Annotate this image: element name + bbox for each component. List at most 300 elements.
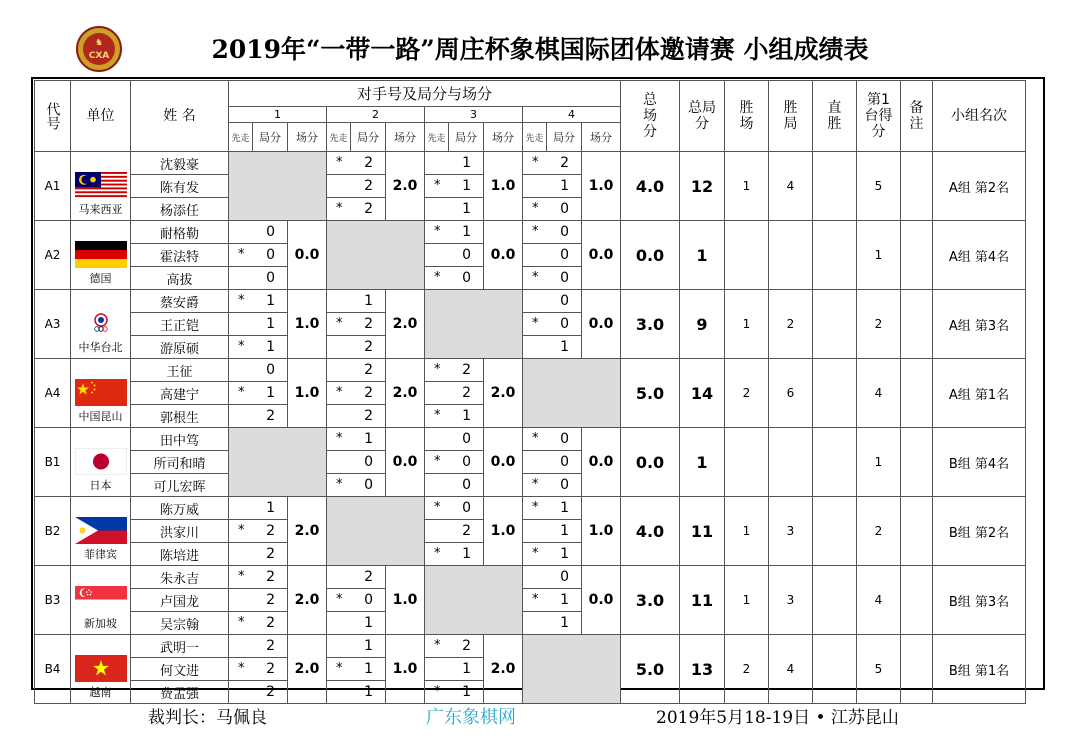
group-rank: A组 第1名 — [933, 359, 1026, 428]
player-name: 陈有发 — [131, 175, 229, 198]
match-score: 2.0 — [484, 635, 523, 704]
match-score: 0.0 — [582, 566, 621, 635]
direct-wins — [813, 152, 857, 221]
player-name: 朱永吉 — [131, 566, 229, 589]
game-score: 2 — [266, 638, 275, 654]
game-score: 0 — [560, 247, 569, 263]
note — [901, 566, 933, 635]
match-score: 2.0 — [288, 497, 327, 566]
match-score: 1.0 — [386, 566, 425, 635]
game-score-cell — [425, 405, 484, 428]
game-score: 1 — [364, 431, 373, 447]
game-score-cell — [229, 336, 288, 359]
match-score: 1.0 — [484, 497, 523, 566]
board1-score: 5 — [857, 635, 901, 704]
game-score: 2 — [266, 684, 275, 700]
game-score-cell — [327, 635, 386, 658]
game-score: 2 — [266, 408, 275, 424]
game-score: 0 — [560, 224, 569, 240]
game-score-cell — [229, 221, 288, 244]
game-score: 0 — [364, 454, 373, 470]
table-row — [35, 428, 1026, 451]
game-score: 1 — [560, 500, 569, 516]
total-game-score: 12 — [680, 152, 725, 221]
first-move-mark: * — [336, 431, 343, 446]
philippines-flag-icon — [75, 517, 127, 544]
first-move-mark: * — [434, 408, 441, 423]
first-move-mark: * — [238, 339, 245, 354]
match-score-header: 场分 — [484, 123, 523, 152]
game-score: 2 — [364, 385, 373, 401]
china-flag-icon — [75, 379, 127, 406]
group-rank: B组 第4名 — [933, 428, 1026, 497]
player-name: 陈万威 — [131, 497, 229, 520]
team-country: 中国昆山 — [78, 410, 123, 423]
first-move-mark: * — [434, 638, 441, 653]
game-score-cell — [327, 382, 386, 405]
empty-round-cell — [523, 635, 621, 704]
total-match-score: 3.0 — [621, 566, 680, 635]
game-score: 1 — [266, 500, 275, 516]
results-table — [34, 80, 1026, 704]
total-match-score: 5.0 — [621, 635, 680, 704]
first-move-mark: * — [238, 615, 245, 630]
game-score: 0 — [560, 569, 569, 585]
first-move-mark: * — [434, 454, 441, 469]
germany-flag-icon — [75, 241, 127, 268]
game-score-cell — [229, 658, 288, 681]
game-score-cell — [229, 520, 288, 543]
game-score: 2 — [364, 339, 373, 355]
win-games: 2 — [769, 290, 813, 359]
team-country: 中华台北 — [78, 341, 123, 354]
first-move-mark: * — [336, 661, 343, 676]
game-score-cell — [523, 313, 582, 336]
team-unit — [71, 359, 131, 428]
match-score: 0.0 — [288, 221, 327, 290]
match-score: 1.0 — [484, 152, 523, 221]
game-score: 1 — [364, 684, 373, 700]
game-score: 1 — [364, 661, 373, 677]
team-code: A2 — [35, 221, 71, 290]
note — [901, 635, 933, 704]
first-move-mark: * — [532, 546, 539, 561]
game-score-cell — [425, 428, 484, 451]
total-match-score: 0.0 — [621, 428, 680, 497]
game-score: 2 — [364, 201, 373, 217]
singapore-flag-icon — [75, 586, 127, 613]
game-score-cell — [425, 474, 484, 497]
first-move-mark: * — [434, 362, 441, 377]
game-score: 1 — [364, 293, 373, 309]
team-code: B2 — [35, 497, 71, 566]
referee-text: 裁判长：马佩良 — [148, 708, 267, 728]
game-score: 2 — [560, 155, 569, 171]
player-name: 洪家川 — [131, 520, 229, 543]
game-score-cell — [229, 497, 288, 520]
board1-score: 4 — [857, 359, 901, 428]
first-move-mark: * — [238, 569, 245, 584]
match-score: 0.0 — [386, 428, 425, 497]
game-score: 1 — [560, 592, 569, 608]
player-name: 沈毅豪 — [131, 152, 229, 175]
total-game-score: 1 — [680, 428, 725, 497]
first-move-mark: * — [532, 477, 539, 492]
game-score: 1 — [560, 523, 569, 539]
malaysia-flag-icon — [75, 172, 127, 199]
wins: 1 — [725, 152, 769, 221]
game-score: 0 — [364, 477, 373, 493]
game-score-cell — [229, 405, 288, 428]
header-unit: 单位 — [71, 81, 131, 152]
first-move-mark: * — [434, 270, 441, 285]
first-move-mark: * — [532, 201, 539, 216]
win-games: 6 — [769, 359, 813, 428]
total-game-score: 11 — [680, 497, 725, 566]
game-score: 2 — [364, 178, 373, 194]
match-score: 2.0 — [288, 566, 327, 635]
first-move-mark: * — [238, 385, 245, 400]
game-score: 1 — [462, 408, 471, 424]
player-name: 陈培进 — [131, 543, 229, 566]
cxa-logo-icon: ♞ CXA — [76, 26, 122, 72]
board1-score: 2 — [857, 290, 901, 359]
table-row — [35, 290, 1026, 313]
direct-wins — [813, 635, 857, 704]
game-score: 0 — [266, 362, 275, 378]
game-score-cell — [327, 405, 386, 428]
header-name: 姓 名 — [131, 81, 229, 152]
game-score: 0 — [266, 247, 275, 263]
player-name: 吴宗翰 — [131, 612, 229, 635]
game-score: 1 — [462, 155, 471, 171]
first-move-mark: * — [336, 316, 343, 331]
game-score-cell — [523, 520, 582, 543]
team-code: A3 — [35, 290, 71, 359]
game-score: 2 — [462, 385, 471, 401]
game-score: 0 — [560, 477, 569, 493]
note — [901, 428, 933, 497]
first-move-mark: * — [336, 477, 343, 492]
game-score-cell — [425, 382, 484, 405]
game-score: 0 — [462, 454, 471, 470]
win-games: 4 — [769, 152, 813, 221]
round-number: 1 — [229, 107, 327, 123]
note — [901, 152, 933, 221]
player-name: 所司和晴 — [131, 451, 229, 474]
first-move-mark: * — [532, 592, 539, 607]
header-rank: 小组名次 — [933, 81, 1026, 152]
direct-wins — [813, 428, 857, 497]
board1-score: 2 — [857, 497, 901, 566]
game-score-cell — [523, 428, 582, 451]
total-match-score: 4.0 — [621, 497, 680, 566]
game-score-cell — [327, 336, 386, 359]
game-score-cell — [327, 658, 386, 681]
player-name: 蔡安爵 — [131, 290, 229, 313]
game-score-cell — [425, 267, 484, 290]
table-row — [35, 359, 1026, 382]
note — [901, 359, 933, 428]
first-move-mark: * — [336, 155, 343, 170]
match-score: 0.0 — [582, 428, 621, 497]
team-unit — [71, 152, 131, 221]
game-score: 2 — [266, 546, 275, 562]
first-move-mark: * — [238, 247, 245, 262]
player-name: 游原硕 — [131, 336, 229, 359]
game-score: 2 — [364, 362, 373, 378]
game-score: 1 — [266, 385, 275, 401]
team-unit — [71, 290, 131, 359]
total-game-score: 14 — [680, 359, 725, 428]
empty-round-cell — [229, 152, 327, 221]
match-score: 1.0 — [386, 635, 425, 704]
team-code: A1 — [35, 152, 71, 221]
header-opponents: 对手号及局分与场分 — [229, 81, 621, 107]
game-score-cell — [327, 474, 386, 497]
game-score-cell — [229, 313, 288, 336]
game-score-cell — [523, 474, 582, 497]
game-score-cell — [523, 267, 582, 290]
note — [901, 290, 933, 359]
win-games: 4 — [769, 635, 813, 704]
total-game-score: 11 — [680, 566, 725, 635]
game-score-cell — [523, 152, 582, 175]
empty-round-cell — [523, 359, 621, 428]
game-score-cell — [327, 566, 386, 589]
group-rank: B组 第3名 — [933, 566, 1026, 635]
empty-round-cell — [425, 566, 523, 635]
group-rank: A组 第2名 — [933, 152, 1026, 221]
game-score: 1 — [462, 684, 471, 700]
game-score-cell — [523, 244, 582, 267]
team-country: 越南 — [89, 686, 112, 699]
direct-wins — [813, 221, 857, 290]
game-score: 2 — [364, 569, 373, 585]
game-score-cell — [327, 451, 386, 474]
group-rank: A组 第3名 — [933, 290, 1026, 359]
game-score-cell — [425, 175, 484, 198]
game-score-cell — [327, 152, 386, 175]
player-name: 卢国龙 — [131, 589, 229, 612]
page-title: 2019年“一带一路”周庄杯象棋国际团体邀请赛 小组成绩表 — [211, 35, 869, 64]
first-move-header: 先走 — [327, 123, 351, 152]
game-score: 0 — [266, 270, 275, 286]
game-score: 2 — [462, 638, 471, 654]
win-games — [769, 221, 813, 290]
game-score-cell — [229, 635, 288, 658]
note — [901, 221, 933, 290]
game-score: 0 — [364, 592, 373, 608]
game-score-cell — [425, 635, 484, 658]
match-score-header: 场分 — [288, 123, 327, 152]
game-score: 1 — [462, 546, 471, 562]
match-score: 0.0 — [582, 221, 621, 290]
match-score: 2.0 — [386, 359, 425, 428]
match-score: 2.0 — [484, 359, 523, 428]
header-win-games: 胜局 — [769, 81, 813, 152]
empty-round-cell — [425, 290, 523, 359]
player-name: 可儿宏晖 — [131, 474, 229, 497]
game-score: 2 — [462, 523, 471, 539]
player-name: 霍法特 — [131, 244, 229, 267]
total-game-score: 13 — [680, 635, 725, 704]
game-score-cell — [327, 313, 386, 336]
table-row — [35, 635, 1026, 658]
first-move-mark: * — [532, 431, 539, 446]
game-score-cell — [229, 589, 288, 612]
game-score: 2 — [266, 615, 275, 631]
first-move-mark: * — [434, 546, 441, 561]
table-row — [35, 497, 1026, 520]
game-score-cell — [523, 543, 582, 566]
game-score-cell — [523, 612, 582, 635]
team-country: 马来西亚 — [78, 203, 123, 216]
game-score: 1 — [560, 546, 569, 562]
player-name: 高建宁 — [131, 382, 229, 405]
game-score: 1 — [462, 224, 471, 240]
first-move-mark: * — [434, 178, 441, 193]
wins — [725, 221, 769, 290]
header-total-match: 总场分 — [621, 81, 680, 152]
first-move-mark: * — [434, 684, 441, 699]
game-score: 1 — [462, 201, 471, 217]
game-score-cell — [229, 290, 288, 313]
game-score-cell — [229, 244, 288, 267]
game-score-cell — [523, 566, 582, 589]
player-name: 杨添任 — [131, 198, 229, 221]
game-score-cell — [425, 221, 484, 244]
team-country: 德国 — [89, 272, 112, 285]
game-score-cell — [327, 290, 386, 313]
game-score: 1 — [266, 316, 275, 332]
game-score-cell — [425, 451, 484, 474]
game-score-header: 局分 — [351, 123, 386, 152]
round-number: 4 — [523, 107, 621, 123]
player-name: 郭根生 — [131, 405, 229, 428]
header-wins: 胜场 — [725, 81, 769, 152]
game-score-cell — [229, 566, 288, 589]
game-score-cell — [523, 497, 582, 520]
total-match-score: 4.0 — [621, 152, 680, 221]
first-move-mark: * — [238, 293, 245, 308]
board1-score: 4 — [857, 566, 901, 635]
site-name: 广东象棋网 — [426, 707, 516, 728]
total-game-score: 1 — [680, 221, 725, 290]
match-score: 1.0 — [288, 359, 327, 428]
game-score-header: 局分 — [449, 123, 484, 152]
game-score: 0 — [462, 477, 471, 493]
round-number: 3 — [425, 107, 523, 123]
table-row — [35, 152, 1026, 175]
game-score: 1 — [560, 615, 569, 631]
game-score-cell — [523, 589, 582, 612]
vietnam-flag-icon — [75, 655, 127, 682]
game-score: 0 — [560, 454, 569, 470]
team-country: 菲律宾 — [84, 548, 117, 561]
game-score: 0 — [560, 293, 569, 309]
match-score: 2.0 — [288, 635, 327, 704]
game-score-cell — [523, 451, 582, 474]
chinese-taipei-flag-icon — [75, 310, 127, 337]
game-score: 0 — [560, 431, 569, 447]
player-name: 高拔 — [131, 267, 229, 290]
game-score-cell — [229, 681, 288, 704]
game-score-cell — [425, 681, 484, 704]
game-score-cell — [425, 543, 484, 566]
team-unit — [71, 497, 131, 566]
match-score: 0.0 — [484, 221, 523, 290]
team-unit — [71, 428, 131, 497]
header-direct: 直胜 — [813, 81, 857, 152]
first-move-header: 先走 — [523, 123, 547, 152]
table-row — [35, 221, 1026, 244]
first-move-mark: * — [336, 592, 343, 607]
game-score-cell — [425, 244, 484, 267]
game-score: 1 — [462, 661, 471, 677]
game-score-cell — [229, 612, 288, 635]
date-place-text: 2019年5月18-19日 • 江苏昆山 — [656, 708, 899, 728]
wins: 2 — [725, 635, 769, 704]
game-score: 2 — [364, 316, 373, 332]
game-score-header: 局分 — [547, 123, 582, 152]
round-number: 2 — [327, 107, 425, 123]
direct-wins — [813, 497, 857, 566]
group-rank: B组 第1名 — [933, 635, 1026, 704]
game-score-cell — [229, 543, 288, 566]
first-move-header: 先走 — [425, 123, 449, 152]
game-score-cell — [523, 336, 582, 359]
match-score: 2.0 — [386, 152, 425, 221]
first-move-header: 先走 — [229, 123, 253, 152]
player-name: 王征 — [131, 359, 229, 382]
header-board1: 第1台得 分 — [857, 81, 901, 152]
match-score-header: 场分 — [582, 123, 621, 152]
game-score-cell — [425, 359, 484, 382]
game-score: 0 — [462, 247, 471, 263]
game-score: 2 — [266, 523, 275, 539]
game-score: 0 — [266, 224, 275, 240]
first-move-mark: * — [532, 500, 539, 515]
wins: 2 — [725, 359, 769, 428]
total-match-score: 5.0 — [621, 359, 680, 428]
game-score-header: 局分 — [253, 123, 288, 152]
first-move-mark: * — [336, 385, 343, 400]
wins: 1 — [725, 566, 769, 635]
match-score: 0.0 — [582, 290, 621, 359]
game-score: 1 — [560, 339, 569, 355]
total-match-score: 0.0 — [621, 221, 680, 290]
game-score-cell — [425, 520, 484, 543]
game-score-cell — [327, 198, 386, 221]
game-score-cell — [229, 359, 288, 382]
match-score: 1.0 — [582, 152, 621, 221]
game-score: 1 — [560, 178, 569, 194]
direct-wins — [813, 290, 857, 359]
board1-score: 1 — [857, 221, 901, 290]
player-name: 费孟强 — [131, 681, 229, 704]
game-score-cell — [327, 681, 386, 704]
match-score: 0.0 — [484, 428, 523, 497]
game-score-cell — [327, 612, 386, 635]
game-score-cell — [229, 267, 288, 290]
game-score-cell — [327, 175, 386, 198]
empty-round-cell — [229, 428, 327, 497]
team-country: 日本 — [89, 479, 112, 492]
game-score-cell — [425, 152, 484, 175]
table-row — [35, 566, 1026, 589]
group-rank: A组 第4名 — [933, 221, 1026, 290]
